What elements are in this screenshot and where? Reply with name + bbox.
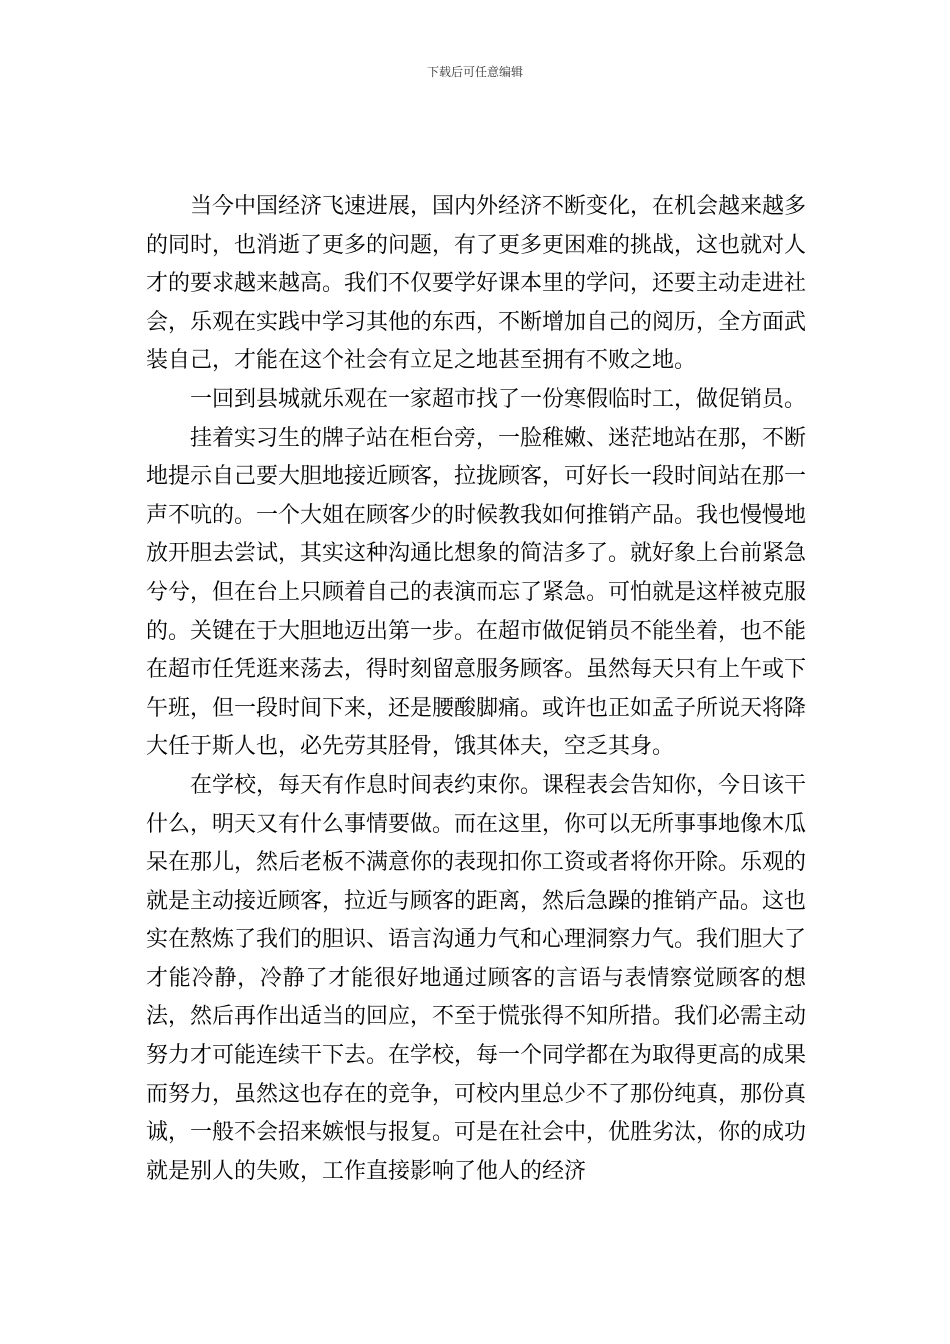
header-note: 下载后可任意编辑 [426, 65, 523, 79]
paragraph-4: 在学校，每天有作息时间表约束你。课程表会告知你，今日该干什么，明天又有什么事情要做。而在这里，你可以无所事事地像木瓜呆在那儿，然后老板不满意你的表现扣你工资或者将你开除。乐观的就是主动接近顾客，拉近与顾客的距离，然后急躁的推销产品。这也实在熬炼了我们的胆识、语言沟通力气和心理洞察力气。我们胆大了才能冷静，冷静了才能很好地通过顾客的言语与表情察觉顾客的想法，然后再作出适当的回应，不至于慌张得不知所措。我们必需主动努力才可能连续干下去。在学校，每一个同学都在为取得更高的成果而努力，虽然这也存在的竞争，可校内里总少不了那份纯真，那份真诚，一般不会招来嫉恨与报复。可是在社会中，优胜劣汰，你的成功就是别人的失败，工作直接影响了他人的经济 [146, 772, 807, 1184]
paragraph-1: 当今中国经济飞速进展，国内外经济不断变化，在机会越来越多的同时，也消逝了更多的问题，有了更多更困难的挑战，这也就对人才的要求越来越高。我们不仅要学好课本里的学问，还要主动走进社会，乐观在实践中学习其他的东西，不断增加自己的阅历，全方面武装自己，才能在这个社会有立足之地甚至拥有不败之地。 [146, 194, 807, 374]
paragraph-2: 一回到县城就乐观在一家超市找了一份寒假临时工，做促销员。 [190, 386, 807, 412]
paragraph-3: 挂着实习生的牌子站在柜台旁，一脸稚嫩、迷茫地站在那，不断地提示自己要大胆地接近顾客，拉拢顾客，可好长一段时间站在那一声不吭的。一个大姐在顾客少的时候教我如何推销产品。我也慢慢地放开胆去尝试，其实这种沟通比想象的简洁多了。就好象上台前紧急兮兮，但在台上只顾着自己的表演而忘了紧急。可怕就是这样被克服的。关键在于大胆地迈出第一步。在超市做促销员不能坐着，也不能在超市任凭逛来荡去，得时刻留意服务顾客。虽然每天只有上午或下午班，但一段时间下来，还是腰酸脚痛。或许也正如孟子所说天将降大任于斯人也，必先劳其胫骨，饿其体夫，空乏其身。 [146, 425, 807, 760]
document-body [146, 188, 806, 1191]
